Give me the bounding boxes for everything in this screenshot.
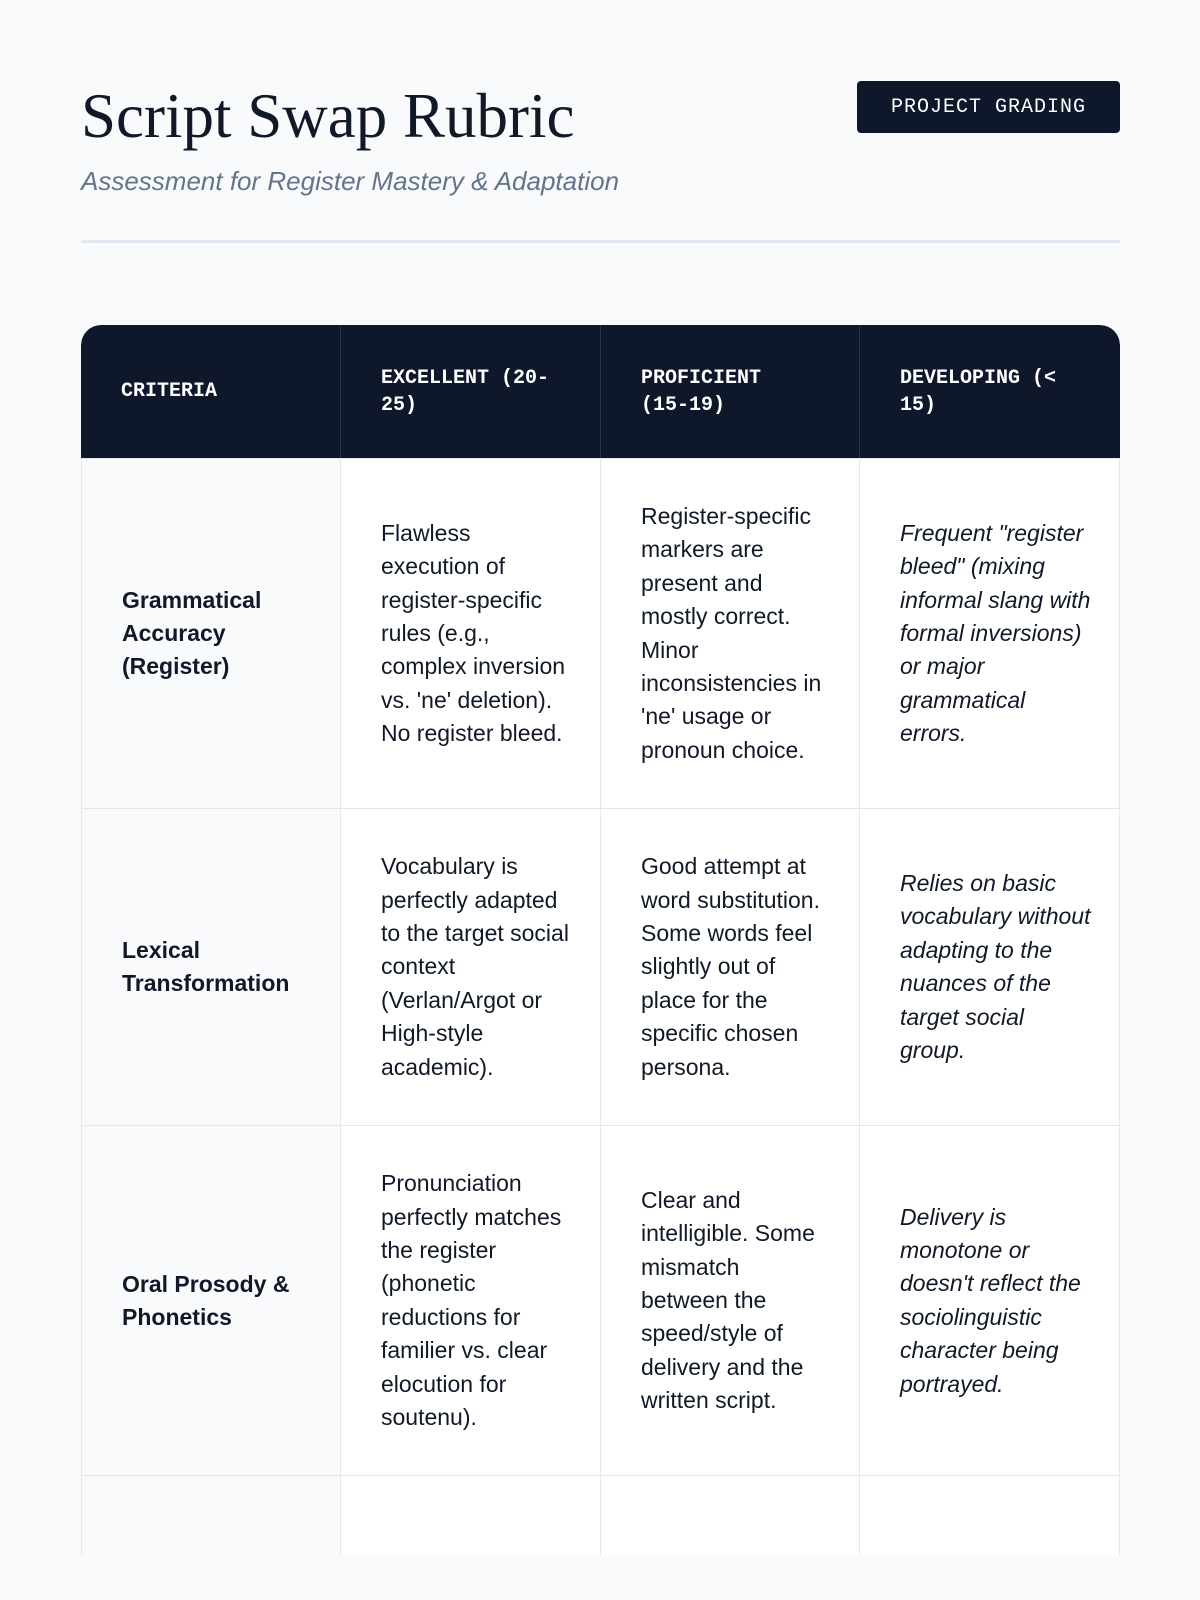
proficient-cell: Good attempt at word substitution. Some words feel slightly out of place for the specific chosen persona.: [600, 808, 859, 1125]
criterion-cell: Oral Prosody & Phonetics: [81, 1125, 340, 1475]
developing-cell: Delivery is monotone or doesn't reflect the sociolinguistic character being portrayed.: [859, 1125, 1120, 1475]
header-divider: [81, 240, 1120, 243]
rubric-table: [81, 325, 1120, 1555]
criteria-column-header: CRITERIA: [81, 325, 340, 458]
rubric-header-row: [81, 325, 1120, 458]
developing-cell: Frequent "register bleed" (mixing informal slang with formal inversions) or major grammatical errors.: [859, 458, 1120, 808]
table-row: [81, 458, 1120, 808]
table-row: [81, 808, 1120, 1125]
page-header: [81, 0, 1120, 243]
criterion-cell: Lexical Transformation: [81, 808, 340, 1125]
proficient-column-header: PROFICIENT (15-19): [600, 325, 859, 458]
proficient-cell: Clear and intelligible. Some mismatch between the speed/style of delivery and the written script.: [600, 1125, 859, 1475]
page-subtitle: Assessment for Register Mastery & Adaptation: [81, 166, 620, 196]
criterion-cell: Grammatical Accuracy (Register): [81, 458, 340, 808]
excellent-cell: Vocabulary is perfectly adapted to the target social context (Verlan/Argot or High-style academic).: [340, 808, 600, 1125]
excellent-cell: [340, 1475, 600, 1555]
excellent-cell: Flawless execution of register-specific rules (e.g., complex inversion vs. 'ne' deletion). No register bleed.: [340, 458, 600, 808]
proficient-cell: Register-specific markers are present and mostly correct. Minor inconsistencies in 'ne' usage or pronoun choice.: [600, 458, 859, 808]
table-row: [81, 1125, 1120, 1475]
criterion-cell: [81, 1475, 340, 1555]
developing-cell: [859, 1475, 1120, 1555]
rubric-table-container: [81, 325, 1120, 1600]
table-row: [81, 1475, 1120, 1555]
developing-cell: Relies on basic vocabulary without adapting to the nuances of the target social group.: [859, 808, 1120, 1125]
page-title: Script Swap Rubric: [81, 81, 575, 151]
proficient-cell: [600, 1475, 859, 1555]
excellent-column-header: EXCELLENT (20-25): [340, 325, 600, 458]
developing-column-header: DEVELOPING (< 15): [859, 325, 1120, 458]
project-grading-badge: PROJECT GRADING: [857, 81, 1120, 133]
excellent-cell: Pronunciation perfectly matches the register (phonetic reductions for familier vs. clear elocution for soutenu).: [340, 1125, 600, 1475]
